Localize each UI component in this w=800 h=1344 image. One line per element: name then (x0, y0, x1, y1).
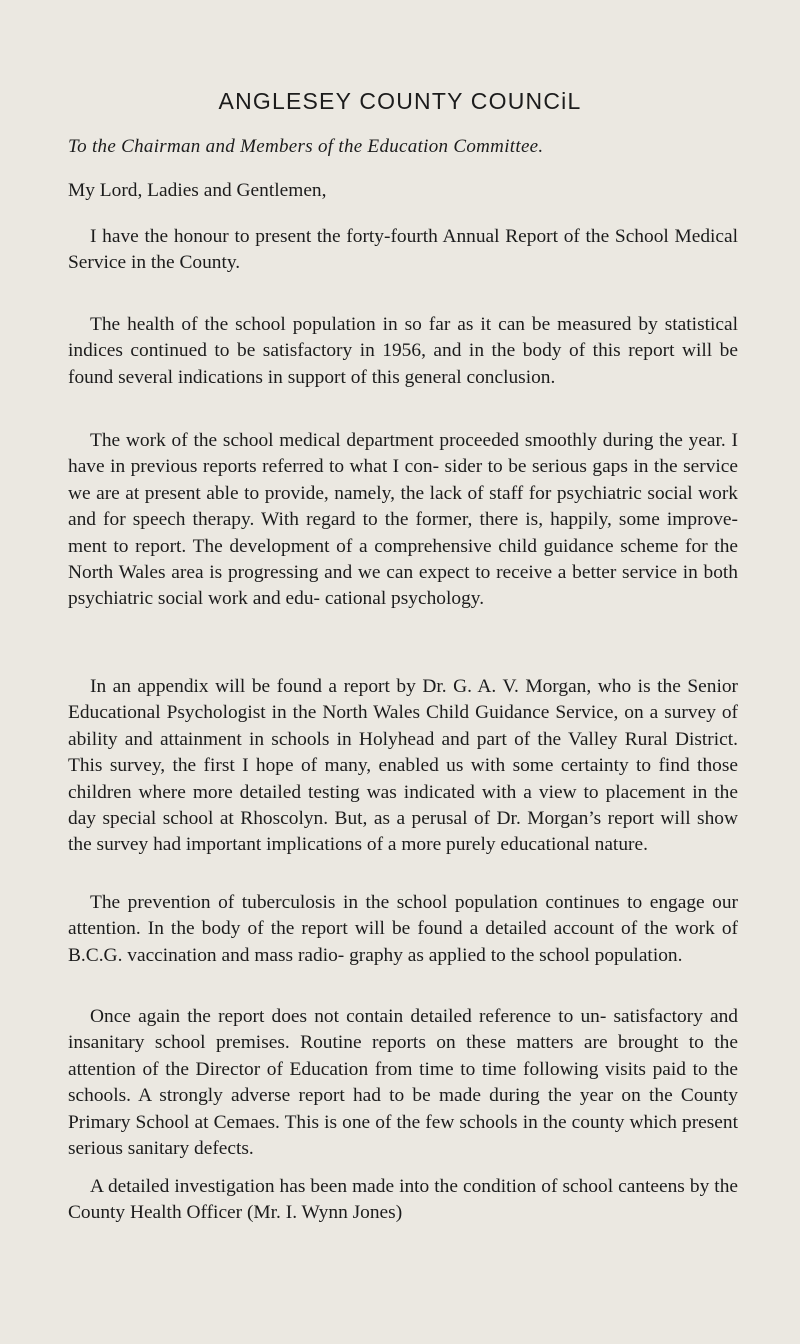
paragraph-school-canteens: A detailed investigation has been made into the condition of school canteens by the County Health Officer (Mr. I. Wynn Jones) (68, 1176, 738, 1224)
council-heading: ANGLESEY COUNTY COUNCiL (218, 88, 582, 114)
paragraph-report-intro: I have the honour to present the forty-fourth Annual Report of the School Medical Service in the County. (68, 226, 738, 274)
paragraph-department-work: The work of the school medical department proceeded smoothly during the year. I have in previous reports referred to what I con- sider to be serious gaps in the service we are at present able to provide, namely, the lack of staff for psychiatric social work and for speech therapy. With regard to the former, there is, happily, some improve- ment to report. The development of a comprehensive child guidance scheme for the North Wales area is progressing and we can expect to receive a better service in both psychiatric social work and edu- cational psychology. (68, 430, 738, 610)
greeting-line: My Lord, Ladies and Gentlemen, (68, 180, 327, 201)
paragraph-tuberculosis: The prevention of tuberculosis in the school population continues to engage our attention. In the body of the report will be found a detailed account of the work of B.C.G. vaccination and mass radio- graphy as applied to the school population. (68, 892, 738, 966)
addressee-line: To the Chairman and Members of the Education Committee. (68, 136, 544, 157)
paragraph-health-statistics: The health of the school population in so far as it can be measured by statistical indices continued to be satisfactory in 1956, and in the body of this report will be found several indications in support of this general conclusion. (68, 314, 738, 388)
paragraph-appendix-survey: In an appendix will be found a report by Dr. G. A. V. Morgan, who is the Senior Educational Psychologist in the North Wales Child Guidance Service, on a survey of ability and attainment in schools in Holyhead and part of the Valley Rural District. This survey, the first I hope of many, enabled us with some certainty to find those children where more detailed testing was indicated with a view to placement in the day special school at Rhoscolyn. But, as a perusal of Dr. Morgan’s report will show the survey had important implications of a more purely educational nature. (68, 676, 738, 856)
paragraph-school-premises: Once again the report does not contain detailed reference to un- satisfactory and insanitary school premises. Routine reports on these matters are brought to the attention of the Director of Education from time to time following visits paid to the schools. A strongly adverse report had to be made during the year on the County Primary School at Cemaes. This is one of the few schools in the county which present serious sanitary defects. (68, 1006, 738, 1160)
